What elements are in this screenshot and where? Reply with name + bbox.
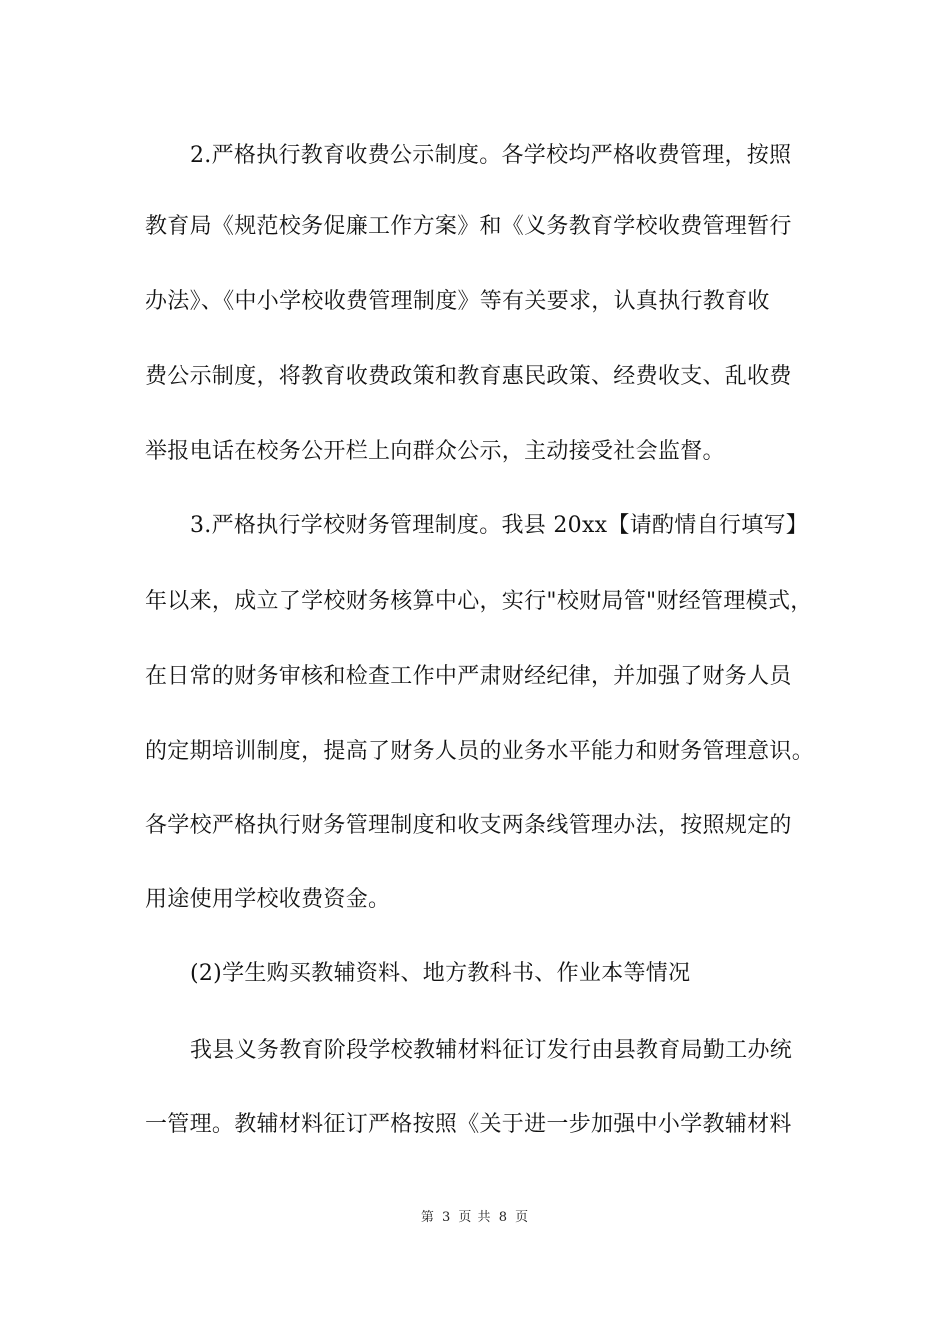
- paragraph-1-line-4: 费公示制度，将教育收费政策和教育惠民政策、经费收支、乱收费: [145, 364, 792, 389]
- footer-prefix: 第: [420, 1210, 435, 1225]
- paragraph-2-line-3: 在日常的财务审核和检查工作中严肃财经纪律，并加强了财务人员: [145, 664, 792, 689]
- footer-total-pages: 8: [498, 1210, 508, 1225]
- paragraph-1-line-3: 办法》、《中小学校收费管理制度》等有关要求，认真执行教育收: [145, 289, 770, 314]
- paragraph-2-line-5: 各学校严格执行财务管理制度和收支两条线管理办法，按照规定的: [145, 813, 792, 838]
- paragraph-1-line-5: 举报电话在校务公开栏上向群众公示，主动接受社会监督。: [145, 439, 725, 464]
- paragraph-4-line-2: 一管理。教辅材料征订严格按照《关于进一步加强中小学教辅材料: [145, 1112, 792, 1137]
- footer-middle: 页 共: [458, 1210, 492, 1225]
- paragraph-2-line-6: 用途使用学校收费资金。: [145, 887, 391, 912]
- paragraph-3-line-1: (2)学生购买教辅资料、地方教科书、作业本等情况: [190, 961, 691, 986]
- paragraph-2-line-4: 的定期培训制度，提高了财务人员的业务水平能力和财务管理意识。: [145, 739, 815, 764]
- paragraph-2-line-1: 3.严格执行学校财务管理制度。我县 20xx【请酌情自行填写】: [190, 513, 809, 538]
- footer-suffix: 页: [515, 1210, 530, 1225]
- paragraph-1-line-1: 2.严格执行教育收费公示制度。各学校均严格收费管理，按照: [190, 143, 792, 168]
- paragraph-4-line-1: 我县义务教育阶段学校教辅材料征订发行由县教育局勤工办统: [190, 1038, 793, 1063]
- page-footer: [0, 1210, 950, 1226]
- footer-current-page: 3: [442, 1210, 452, 1225]
- paragraph-1-line-2: 教育局《规范校务促廉工作方案》和《义务教育学校收费管理暂行: [145, 214, 792, 239]
- paragraph-2-line-2: 年以来，成立了学校财务核算中心，实行"校财局管"财经管理模式，: [145, 589, 813, 614]
